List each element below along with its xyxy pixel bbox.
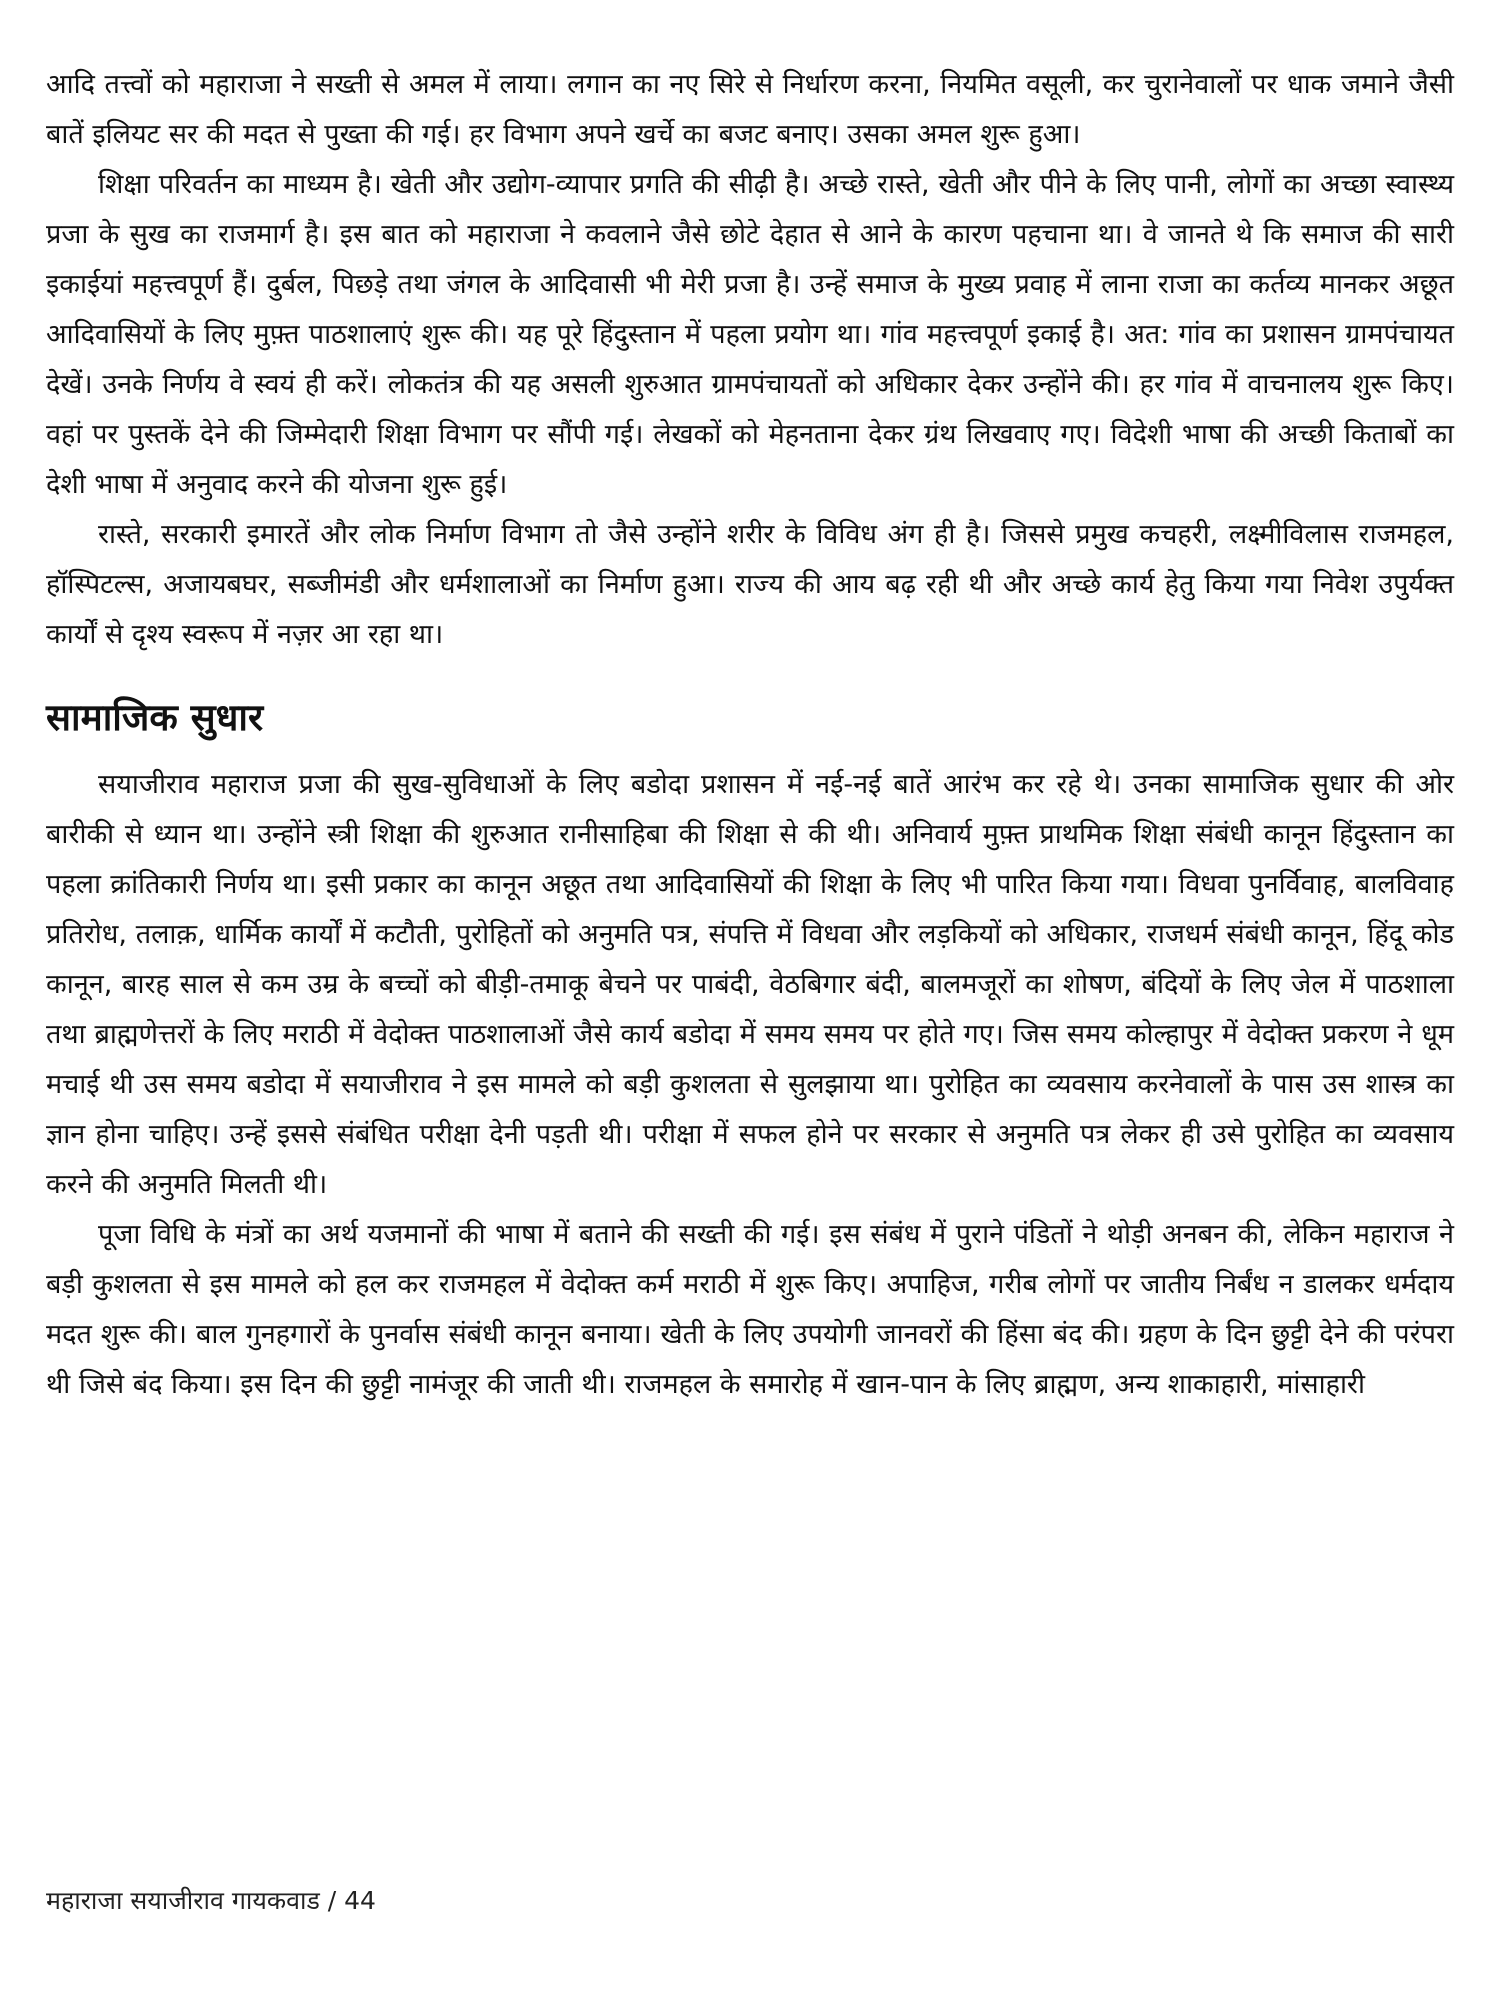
footer-page-number: 44: [344, 1886, 376, 1915]
page-body: [46, 60, 1454, 1410]
paragraph-social-reform: सयाजीराव महाराज प्रजा की सुख-सुविधाओं के लिए बडोदा प्रशासन में नई-नई बातें आरंभ कर रहे थे। उनका सामाजिक सुधार की ओर बारीकी से ध्यान था। उन्होंने स्त्री शिक्षा की शुरुआत रानीसाहिबा की शिक्षा से की थी। अनिवार्य मुफ़्त प्राथमिक शिक्षा संबंधी कानून हिंदुस्तान का पहला क्रांतिकारी निर्णय था। इसी प्रकार का कानून अछूत तथा आदिवासियों की शिक्षा के लिए भी पारित किया गया। विधवा पुनर्विवाह, बालविवाह प्रतिरोध, तलाक़, धार्मिक कार्यों में कटौती, पुरोहितों को अनुमति पत्र, संपत्ति में विधवा और लड़कियों को अधिकार, राजधर्म संबंधी कानून, हिंदू कोड कानून, बारह साल से कम उम्र के बच्चों को बीड़ी-तमाकू बेचने पर पाबंदी, वेठबिगार बंदी, बालमजूरों का शोषण, बंदियों के लिए जेल में पाठशाला तथा ब्राह्मणेत्तरों के लिए मराठी में वेदोक्त पाठशालाओं जैसे कार्य बडोदा में समय समय पर होते गए। जिस समय कोल्हापुर में वेदोक्त प्रकरण ने धूम मचाई थी उस समय बडोदा में सयाजीराव ने इस मामले को बड़ी कुशलता से सुलझाया था। पुरोहित का व्यवसाय करनेवालों के पास उस शास्त्र का ज्ञान होना चाहिए। उन्हें इससे संबंधित परीक्षा देनी पड़ती थी। परीक्षा में सफल होने पर सरकार से अनुमति पत्र लेकर ही उसे पुरोहित का व्यवसाय करने की अनुमति मिलती थी।: [46, 769, 1454, 1200]
paragraph-education: शिक्षा परिवर्तन का माध्यम है। खेती और उद्योग-व्यापार प्रगति की सीढ़ी है। अच्छे रास्ते, खेती और पीने के लिए पानी, लोगों का अच्छा स्वास्थ्य प्रजा के सुख का राजमार्ग है। इस बात को महाराजा ने कवलाने जैसे छोटे देहात से आने के कारण पहचाना था। वे जानते थे कि समाज की सारी इकाईयां महत्त्वपूर्ण हैं। दुर्बल, पिछड़े तथा जंगल के आदिवासी भी मेरी प्रजा है। उन्हें समाज के मुख्य प्रवाह में लाना राजा का कर्तव्य मानकर अछूत आदिवासियों के लिए मुफ़्त पाठशालाएं शुरू की। यह पूरे हिंदुस्तान में पहला प्रयोग था। गांव महत्त्वपूर्ण इकाई है। अत: गांव का प्रशासन ग्रामपंचायत देखें। उनके निर्णय वे स्वयं ही करें। लोकतंत्र की यह असली शुरुआत ग्रामपंचायतों को अधिकार देकर उन्होंने की। हर गांव में वाचनालय शुरू किए। वहां पर पुस्तकें देने की जिम्मेदारी शिक्षा विभाग पर सौंपी गई। लेखकों को मेहनताना देकर ग्रंथ लिखवाए गए। विदेशी भाषा की अच्छी किताबों का देशी भाषा में अनुवाद करने की योजना शुरू हुई।: [46, 169, 1454, 500]
footer-separator: /: [319, 1886, 345, 1915]
footer-book-title: महाराजा सयाजीराव गायकवाड: [46, 1886, 320, 1915]
paragraph-taxation: आदि तत्त्वों को महाराजा ने सख्ती से अमल में लाया। लगान का नए सिरे से निर्धारण करना, नियमित वसूली, कर चुरानेवालों पर धाक जमाने जैसी बातें इलियट सर की मदत से पुख्ता की गई। हर विभाग अपने खर्चे का बजट बनाए। उसका अमल शुरू हुआ।: [46, 69, 1454, 150]
paragraph-public-works: रास्ते, सरकारी इमारतें और लोक निर्माण विभाग तो जैसे उन्होंने शरीर के विविध अंग ही है। जिससे प्रमुख कचहरी, लक्ष्मीविलास राजमहल, हॉस्पिटल्स, अजायबघर, सब्जीमंडी और धर्मशालाओं का निर्माण हुआ। राज्य की आय बढ़ रही थी और अच्छे कार्य हेतु किया गया निवेश उपुर्यक्त कार्यों से दृश्य स्वरूप में नज़र आ रहा था।: [46, 519, 1454, 650]
paragraph-religious-reform: पूजा विधि के मंत्रों का अर्थ यजमानों की भाषा में बताने की सख्ती की गई। इस संबंध में पुराने पंडितों ने थोड़ी अनबन की, लेकिन महाराज ने बड़ी कुशलता से इस मामले को हल कर राजमहल में वेदोक्त कर्म मराठी में शुरू किए। अपाहिज, गरीब लोगों पर जातीय निर्बंध न डालकर धर्मदाय मदत शुरू की। बाल गुनहगारों के पुनर्वास संबंधी कानून बनाया। खेती के लिए उपयोगी जानवरों की हिंसा बंद की। ग्रहण के दिन छुट्टी देने की परंपरा थी जिसे बंद किया। इस दिन की छुट्टी नामंजूर की जाती थी। राजमहल के समारोह में खान-पान के लिए ब्राह्मण, अन्य शाकाहारी, मांसाहारी: [46, 1219, 1454, 1400]
section-heading: सामाजिक सुधार: [46, 696, 264, 739]
page-footer: [46, 1884, 376, 1918]
